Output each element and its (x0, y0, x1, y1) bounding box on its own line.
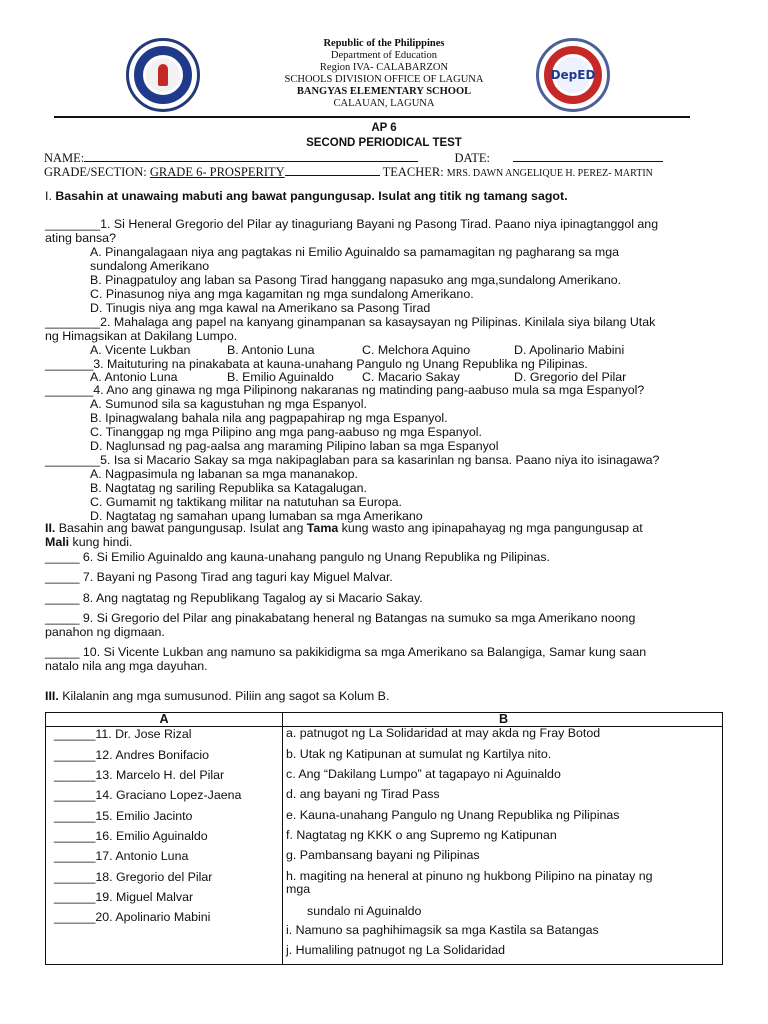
column-b-item: f. Nagtatag ng KKK o ang Supremo ng Katipunan (286, 828, 557, 842)
true-false-item-cont: panahon ng digmaan. (45, 625, 165, 639)
q2-option-d: D. Apolinario Mabini (514, 343, 625, 357)
column-a-item[interactable]: ______16. Emilio Aguinaldo (54, 829, 208, 843)
name-field[interactable] (84, 152, 418, 162)
q5-option-a: A. Nagpasimula ng labanan sa mga mananakop. (90, 467, 358, 481)
grade-value: GRADE 6- PROSPERITY (149, 165, 285, 179)
q3-option-b: B. Emilio Aguinaldo (227, 370, 334, 384)
test-title: SECOND PERIODICAL TEST (306, 137, 462, 149)
column-a-item[interactable]: ______14. Graciano Lopez-Jaena (54, 788, 242, 802)
answer-blank[interactable]: _____ (45, 591, 80, 605)
q5-option-d: D. Nagtatag ng samahan upang lumaban sa mga Amerikano (90, 509, 423, 523)
column-a-item[interactable]: ______15. Emilio Jacinto (54, 809, 193, 823)
q2-option-c: C. Melchora Aquino (362, 343, 471, 357)
column-b-item: d. ang bayani ng Tirad Pass (286, 787, 440, 801)
true-false-item-cont: natalo nila ang mga dayuhan. (45, 659, 208, 673)
part2-roman: II. (45, 521, 56, 535)
part1-roman: I. (45, 189, 52, 203)
part3-heading (45, 690, 725, 704)
question-5 (45, 454, 725, 468)
true-false-item (45, 592, 725, 606)
q5-option-b: B. Nagtatag ng sariling Republika sa Katagalugan. (90, 481, 367, 495)
question-1-cont: ating bansa? (45, 231, 116, 245)
column-a-item[interactable]: ______11. Dr. Jose Rizal (54, 727, 192, 741)
column-b-item: j. Humaliling patnugot ng La Solidaridad (286, 943, 506, 957)
column-b-header: B (498, 712, 509, 726)
true-false-item (45, 571, 725, 585)
question-text: 4. Ano ang ginawa ng mga Pilipinong nakaranas ng matinding pang-aabuso mula sa mga Espanyol? (93, 383, 645, 397)
q4-option-d: D. Naglunsad ng pag-aalsa ang maraming Pilipino laban sa mga Espanyol (90, 439, 499, 453)
table-column-divider (282, 713, 283, 964)
q1-option-b: B. Pinagpatuloy ang laban sa Pasong Tirad hanggang napasuko ang mga,sundalong Amerikano. (90, 273, 622, 287)
true-false-item (45, 646, 725, 660)
q2-option-a: A. Vicente Lukban (90, 343, 191, 357)
grade-line (285, 166, 380, 176)
school-header (0, 38, 768, 110)
part3-roman: III. (45, 689, 59, 703)
column-a-header: A (159, 712, 169, 726)
part1-heading (45, 190, 725, 204)
column-b-item: e. Kauna-unahang Pangulo ng Unang Republika ng Pilipinas (286, 808, 620, 822)
column-a-item[interactable]: ______19. Miguel Malvar (54, 890, 194, 904)
q4-option-a: A. Sumunod sila sa kagustuhan ng mga Espanyol. (90, 397, 367, 411)
column-a-item[interactable]: ______17. Antonio Luna (54, 849, 189, 863)
q5-option-c: C. Gumamit ng taktikang militar na natutuhan sa Europa. (90, 495, 402, 509)
answer-blank[interactable]: ________ (45, 217, 101, 231)
teacher-value: MRS. DAWN ANGELIQUE H. PEREZ- MARTIN (446, 168, 653, 179)
part2-instructions-1: Basahin ang bawat pangungusap. Isulat ang (55, 521, 307, 535)
question-2 (45, 316, 725, 330)
column-b-item: c. Ang “Dakilang Lumpo” at tagapayo ni Aguinaldo (286, 767, 561, 781)
keyword-mali: Mali (45, 535, 70, 549)
item-text: 8. Ang nagtatag ng Republikang Tagalog ay si Macario Sakay. (79, 591, 423, 605)
header-location: CALAUAN, LAGUNA (333, 98, 435, 109)
question-text: 3. Maituturing na pinakabata at kauna-unahang Pangulo ng Unang Republika ng Pilipinas. (93, 357, 588, 371)
subject-title: AP 6 (371, 122, 397, 134)
true-false-item (45, 551, 725, 565)
q1-option-a: A. Pinangalagaan niya ang pagtakas ni Emilio Aguinaldo sa pamamagitan ng pagharang sa mga (90, 245, 620, 259)
answer-blank[interactable]: _____ (45, 611, 80, 625)
matching-table (45, 712, 723, 965)
q3-option-a: A. Antonio Luna (90, 370, 178, 384)
header-division: SCHOOLS DIVISION OFFICE OF LAGUNA (284, 74, 484, 85)
keyword-tama: Tama (306, 521, 339, 535)
q3-option-c: C. Macario Sakay (362, 370, 460, 384)
grade-teacher-row (44, 165, 724, 180)
answer-blank[interactable]: _____ (45, 550, 80, 564)
question-4 (45, 384, 725, 398)
q4-option-c: C. Tinanggap ng mga Pilipino ang mga pang-aabuso ng mga Espanyol. (90, 425, 482, 439)
column-a-item[interactable]: ______13. Marcelo H. del Pilar (54, 768, 225, 782)
answer-blank[interactable]: _____ (45, 645, 80, 659)
item-text: 10. Si Vicente Lukban ang namuno sa pakikidigma sa mga Amerikano sa Balangiga, Samar kung saan (79, 645, 647, 659)
question-text: 2. Mahalaga ang papel na kanyang ginampanan sa kasaysayan ng Pilipinas. Kinilala siya bilang Utak (100, 315, 656, 329)
header-divider (54, 116, 690, 118)
column-b-item: b. Utak ng Katipunan at sumulat ng Kartilya nito. (286, 747, 552, 761)
column-b-item-cont: mga (286, 882, 311, 896)
q1-option-c: C. Pinasunog niya ang mga kagamitan ng mga sundalong Amerikano. (90, 287, 474, 301)
column-b-item: i. Namuno sa paghihimagsik sa mga Kastila sa Batangas (286, 923, 599, 937)
question-2-cont: ng Himagsikan at Dakilang Lumpo. (45, 329, 238, 343)
header-school: BANGYAS ELEMENTARY SCHOOL (296, 86, 472, 97)
header-republic: Republic of the Philippines (323, 38, 445, 49)
column-b-item: g. Pambansang bayani ng Pilipinas (286, 848, 480, 862)
q4-option-b: B. Ipinagwalang bahala nila ang pagpapahirap ng mga Espanyol. (90, 411, 448, 425)
q1-option-d: D. Tinugis niya ang mga kawal na Amerikano sa Pasong Tirad (90, 301, 431, 315)
header-department: Department of Education (330, 50, 438, 61)
q1-option-a-cont: sundalong Amerikano (90, 259, 210, 273)
answer-blank[interactable]: _____ (45, 570, 80, 584)
answer-blank[interactable]: _______ (45, 383, 94, 397)
question-1 (45, 218, 725, 232)
item-text: 6. Si Emilio Aguinaldo ang kauna-unahang pangulo ng Unang Republika ng Pilipinas. (79, 550, 550, 564)
date-label: DATE: (454, 151, 490, 165)
teacher-label: TEACHER: (382, 165, 444, 179)
part1-period: . (564, 189, 568, 203)
date-field[interactable] (513, 152, 663, 162)
part3-instructions: Kilalanin ang mga sumusunod. Piliin ang sagot sa Kolum B. (58, 689, 390, 703)
part1-instructions: Basahin at unawaing mabuti ang bawat pangungusap. Isulat ang titik ng tamang sagot (55, 189, 565, 203)
q2-option-b: B. Antonio Luna (227, 343, 315, 357)
part2-heading (45, 522, 725, 536)
column-b-item: h. magiting na heneral at pinuno ng hukbong Pilipino na pinatay ng (286, 869, 653, 883)
header-region: Region IVA- CALABARZON (319, 62, 449, 73)
part2-instructions-3: kung hindi. (69, 535, 133, 549)
part2-instructions-2: kung wasto ang ipinapahayag ng mga pangungusap at (338, 521, 643, 535)
question-text: 5. Isa si Macario Sakay sa mga nakipaglaban para sa kasarinlan ng bansa. Paano niya ito isinagawa? (100, 453, 660, 467)
true-false-item (45, 612, 725, 626)
column-a-item[interactable]: ______18. Gregorio del Pilar (54, 870, 213, 884)
column-b-item: a. patnugot ng La Solidaridad at may akda ng Fray Botod (286, 726, 601, 740)
column-a-item[interactable]: ______20. Apolinario Mabini (54, 910, 211, 924)
answer-blank[interactable]: _______ (45, 357, 94, 371)
column-b-item-cont: sundalo ni Aguinaldo (307, 904, 422, 918)
item-text: 7. Bayani ng Pasong Tirad ang taguri kay Miguel Malvar. (79, 570, 393, 584)
item-text: 9. Si Gregorio del Pilar ang pinakabatang heneral ng Batangas na sumuko sa mga Amerikano noong (79, 611, 636, 625)
grade-label: GRADE/SECTION: (44, 165, 147, 179)
answer-blank[interactable]: ________ (45, 315, 101, 329)
school-seal-icon: DepED (555, 57, 591, 93)
question-text: 1. Si Heneral Gregorio del Pilar ay tinaguriang Bayani ng Pasong Tirad. Paano niya ipinagtanggol ang (100, 217, 659, 231)
answer-blank[interactable]: ________ (45, 453, 101, 467)
column-a-item[interactable]: ______12. Andres Bonifacio (54, 748, 210, 762)
q3-option-d: D. Gregorio del Pilar (514, 370, 627, 384)
name-label: NAME: (44, 151, 85, 165)
part2-heading-cont (45, 536, 725, 550)
name-date-row (44, 151, 724, 166)
